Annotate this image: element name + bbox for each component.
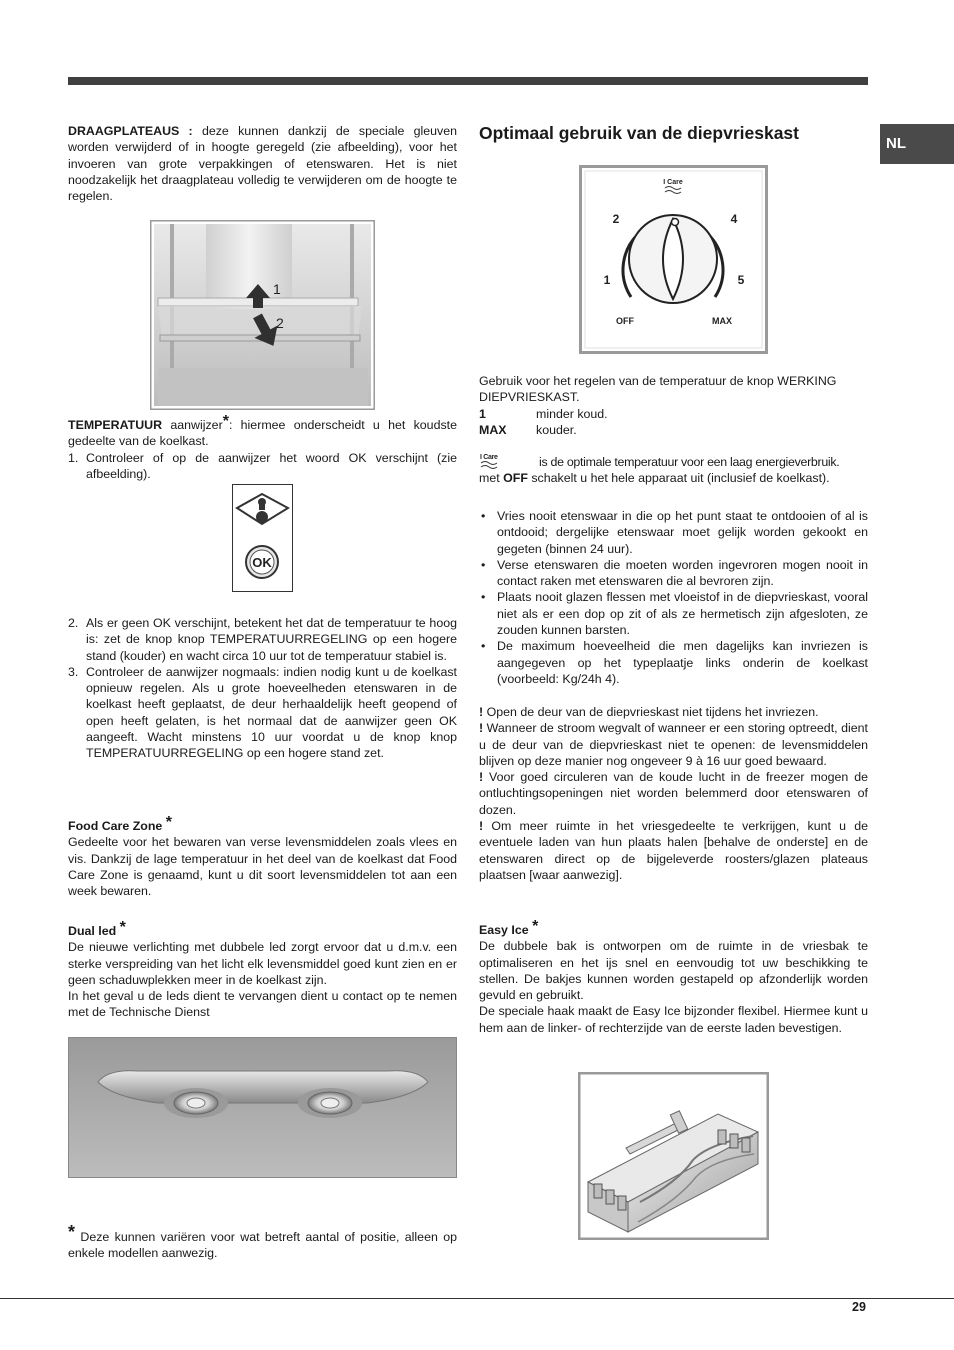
icare-icon [479, 452, 509, 474]
shelf-figure [150, 220, 375, 410]
ice-text-2: De speciale haak maakt de Easy Ice bijzonder flexibel. Hiermee kunt u hem aan de linker- of rechterzijde van de eerste laden bevestigen. [479, 1004, 868, 1035]
footnote: * Deze kunnen variëren voor wat betreft aantal of positie, alleen op enkele modellen aanwezig. [68, 1222, 457, 1261]
easy-ice-figure [578, 1072, 769, 1240]
dual-led-section: Dual led * De nieuwe verlichting met dubbele led zorgt ervoor dat u d.m.v. een sterke verspreiding van het licht elk levensmiddel goed kunt zien en er geen schaduwplekken meer in de koelkast zijn. In het geval u de leds dient te vervangen dient u contact op te nemen met de Technische Dienst [68, 919, 457, 1020]
warning-item: ! Om meer ruimte in het vriesgedeelte te verkrijgen, kunt u de eventuele laden van hun plaats halen [behalve de onderste] en de etenswaren direct op de bijgeleverde roosters/glazen plateaus plaatsen [waar aanwezig]. [479, 819, 868, 882]
shelves-label: DRAAGPLATEAUS : [68, 124, 193, 138]
dial-label-2: 2 [612, 212, 620, 226]
step-2: 2. Als er geen OK verschijnt, betekent het dat de temperatuur te hoog is: zet de knop knop TEMPERATUURREGELING op een hogere stand (kouder) en wacht circa 10 uur tot de temperatuur stabiel is. [68, 616, 457, 663]
step-1: 1. Controleer of op de aanwijzer het woord OK verschijnt (zie afbeelding). [68, 450, 457, 481]
shelves-text: deze kunnen dankzij de speciale gleuven worden verwijderd of in hoogte geregeld (zie afbeelding), voor het invoeren van grote verpakkingen of etenswaren. Het is niet noodzakelijk het draagplateau volledig te verwijderen om de hoogte te regelen. [68, 124, 457, 204]
dial-label-5: 5 [737, 273, 745, 287]
led-text-1: De nieuwe verlichting met dubbele led zorgt ervoor dat u d.m.v. een sterke verspreiding van het licht elk levensmiddel goed kunt zien en er geen schaduwplekken meer in de koelkast zijn. [68, 940, 457, 987]
tip-item: • De maximum hoeveelheid die men dagelijks kan invriezen is aangegeven op het typeplaatje links onderin de koelkast (voorbeeld: Kg/24h 4). [479, 638, 868, 687]
temp-word: aanwijzer [170, 418, 223, 432]
ice-title: Easy Ice [479, 923, 529, 937]
freezer-warnings [479, 704, 868, 883]
fcz-text: Gedeelte voor het bewaren van verse levensmiddelen zoals vlees en vis. Dankzij de lage temperatuur in het deel van de koelkast dat Food Care Zone is genaamd, kunt u dit soort levensmiddelen tot aan een week bewaren. [68, 835, 457, 899]
fcz-title: Food Care Zone [68, 819, 163, 833]
language-tab: NL [880, 124, 954, 164]
dial-label-off: OFF [616, 316, 634, 326]
dial-label-max: MAX [712, 316, 732, 326]
warning-item: ! Voor goed circuleren van de koude lucht in de freezer mogen de ontluchtingsopeningen niet worden belemmerd door etenswaren of dozen. [479, 770, 869, 817]
ice-text-1: De dubbele bak is ontworpen om de ruimte in de vriesbak te optimaliseren en het ijs snel en eenvoudig tot uw beschikking te stellen. De bakjes kunnen worden gestapeld op afzonderlijk worden gevuld en gebruikt. [479, 939, 868, 1003]
temperature-section [68, 413, 457, 482]
asterisk: * [222, 413, 229, 430]
freezer-tips-list [479, 508, 868, 687]
freezer-title: Optimaal gebruik van de diepvrieskast [479, 123, 799, 143]
led-title: Dual led [68, 924, 117, 938]
easy-ice-section: Easy Ice * De dubbele bak is ontworpen om de ruimte in de vriesbak te optimaliseren en het ijs snel en eenvoudig tot uw beschikking te stellen. De bakjes kunnen worden gestapeld op afzonderlijk worden gevuld en gebruikt. De speciale haak maakt de Easy Ice bijzonder flexibel. Hiermee kunt u hem aan de linker- of rechterzijde van de eerste laden bevestigen. [479, 918, 868, 1035]
tip-item: • Plaats nooit glazen flessen met vloeistof in de diepvrieskast, vooral niet als er een dop op zit of als ze hermetisch zijn afgesloten, ze zouden kunnen barsten. [479, 589, 868, 638]
freezer-intro: Gebruik voor het regelen van de temperatuur de knop WERKING DIEPVRIESKAST. 1 minder koud. MAX kouder. [479, 373, 868, 438]
setting-row-1: 1 minder koud. [479, 406, 608, 421]
warning-item: ! Open de deur van de diepvrieskast niet tijdens het invriezen. [479, 705, 819, 719]
step-3: 3. Controleer de aanwijzer nogmaals: indien nodig kunt u de koelkast opnieuw regelen. Als u grote hoeveelheden etenswaren in de koelkast heeft geplaatst, de deur herhaaldelijk heeft geopend of open heeft gelaten, is het normaal dat de aanwijzer geen OK aangeeft. Wacht minstens 10 uur voordat u de knop knop TEMPERATUURREGELING op een hogere stand zet. [68, 664, 457, 761]
tip-item: • Vries nooit etenswaar in die op het punt staat te ontdooien of al is ontdooid; dergelijke etenswaar moet gelijk worden gekookt en gegeten (binnen 24 uur). [479, 508, 868, 557]
shelf-label-1: 1 [273, 281, 281, 297]
shelf-label-2: 2 [276, 315, 284, 331]
dial-label-1: 1 [603, 273, 611, 287]
top-rule [68, 77, 868, 85]
svg-text:I Care: I Care [480, 454, 498, 461]
food-care-zone-section: Food Care Zone * Gedeelte voor het bewaren van verse levensmiddelen zoals vlees en vis. Dankzij de lage temperatuur in het deel van de koelkast dat Food Care Zone is genaamd, kunt u dit soort levensmiddelen tot aan een week bewaren. [68, 814, 457, 899]
shelves-paragraph [68, 123, 457, 204]
tip-item: • Verse etenswaren die moeten worden ingevroren mogen nooit in contact raken met etenswaren die al bevroren zijn. [479, 557, 868, 590]
footer-rule [0, 1298, 954, 1299]
led-text-2: In het geval u de leds dient te vervangen dient u contact op te nemen met de Technische Dienst [68, 989, 457, 1020]
dial-icare-label: I Care [663, 179, 683, 186]
warning-item: ! Wanneer de stroom wegvalt of wanneer er een storing optreedt, dient u de deur van de diepvrieskast niet te openen: de levensmiddelen blijven op deze manier nog ongeveer 9 à 16 uur goed bewaard. [479, 721, 868, 768]
ok-indicator-figure [232, 484, 293, 592]
temperature-steps [68, 615, 457, 762]
led-figure [68, 1037, 457, 1178]
temp-rest: : hiermee onderscheidt u het koudste gedeelte van de koelkast. [68, 418, 457, 449]
ok-label: OK [252, 555, 272, 570]
dial-label-4: 4 [730, 212, 738, 226]
page-number: 29 [852, 1300, 866, 1314]
icare-note: I Care is de optimale temperatuur voor een laag energieverbruik. met OFF schakelt u het hele apparaat uit (inclusief de koelkast). [479, 454, 840, 486]
temp-label: TEMPERATUUR [68, 418, 163, 432]
setting-row-max: MAX kouder. [479, 422, 577, 437]
freezer-dial-figure [579, 165, 768, 354]
